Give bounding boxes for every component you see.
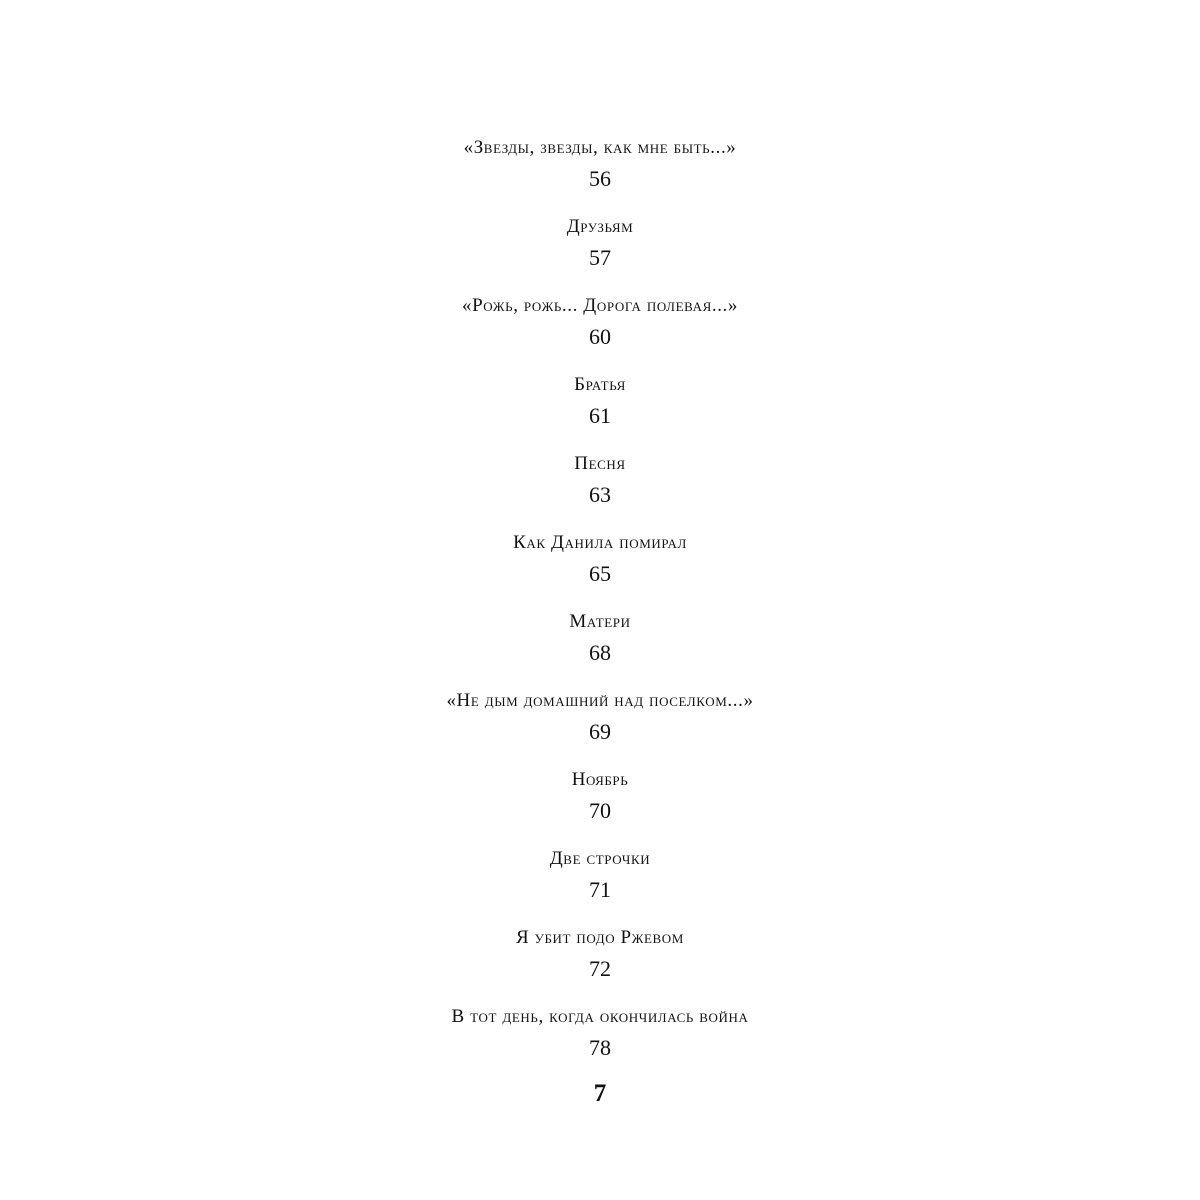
toc-entry-title: Я убит подо Ржевом bbox=[516, 927, 684, 948]
toc-entry bbox=[0, 607, 1200, 686]
page-folio-number: 7 bbox=[593, 1080, 607, 1107]
toc-entry bbox=[0, 528, 1200, 607]
toc-entry-page-number: 56 bbox=[589, 166, 611, 191]
toc-entry bbox=[0, 686, 1200, 765]
table-of-contents bbox=[0, 133, 1200, 1081]
toc-entry bbox=[0, 1002, 1200, 1081]
toc-entry-page-number: 78 bbox=[589, 1035, 611, 1060]
toc-entry-title: Песня bbox=[574, 453, 626, 474]
toc-entry-page-number: 68 bbox=[589, 640, 611, 665]
toc-entry-page-number: 61 bbox=[589, 403, 611, 428]
toc-entry bbox=[0, 133, 1200, 212]
toc-entry-title: В тот день, когда окончилась война bbox=[451, 1006, 749, 1027]
toc-entry-title: Ноябрь bbox=[571, 769, 629, 790]
toc-entry-title: Две строчки bbox=[549, 848, 651, 869]
toc-entry bbox=[0, 449, 1200, 528]
toc-entry bbox=[0, 844, 1200, 923]
toc-entry bbox=[0, 765, 1200, 844]
toc-entry-page-number: 63 bbox=[589, 482, 611, 507]
toc-entry-page-number: 72 bbox=[589, 956, 611, 981]
toc-entry-title: «Рожь, рожь... Дорога полевая...» bbox=[461, 295, 739, 316]
toc-entry bbox=[0, 370, 1200, 449]
toc-entry-title: Матери bbox=[569, 611, 631, 632]
toc-entry-page-number: 60 bbox=[589, 324, 611, 349]
toc-entry-page-number: 57 bbox=[589, 245, 611, 270]
toc-entry-title: Братья bbox=[574, 374, 626, 395]
toc-entry-page-number: 70 bbox=[589, 798, 611, 823]
toc-entry-title: «Не дым домашний над поселком...» bbox=[446, 690, 754, 711]
toc-entry-title: Как Данила помирал bbox=[513, 532, 687, 553]
toc-entry-page-number: 65 bbox=[589, 561, 611, 586]
toc-entry-title: Друзьям bbox=[566, 216, 634, 237]
toc-entry bbox=[0, 923, 1200, 1002]
toc-entry-page-number: 69 bbox=[589, 719, 611, 744]
toc-entry-title: «Звезды, звезды, как мне быть...» bbox=[463, 137, 737, 158]
toc-entry bbox=[0, 212, 1200, 291]
toc-entry-page-number: 71 bbox=[589, 877, 611, 902]
toc-entry bbox=[0, 291, 1200, 370]
